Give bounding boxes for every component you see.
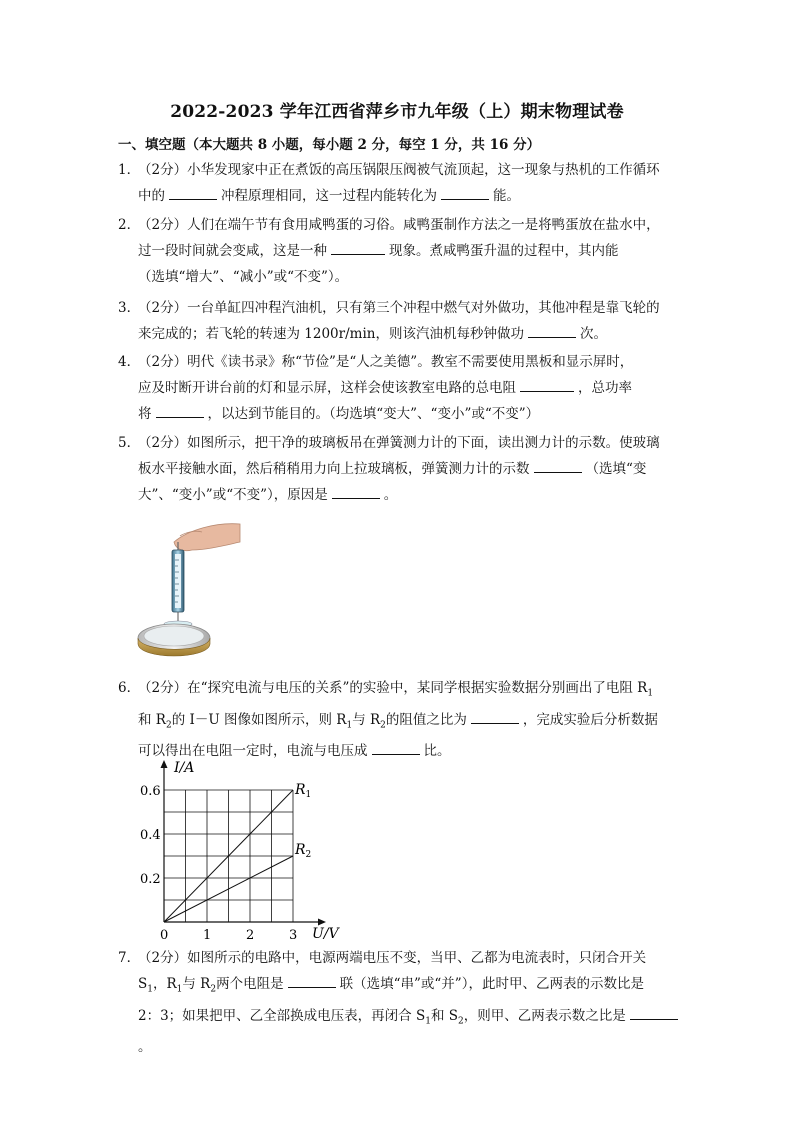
i-u-graph	[140, 758, 356, 943]
question-text: 的阻值之比为	[385, 711, 467, 728]
question-number: 4．	[118, 354, 141, 370]
subscript: 2	[380, 720, 386, 731]
subscript: 1	[647, 688, 654, 699]
question-number: 5．	[118, 435, 141, 451]
answer-blank[interactable]	[288, 973, 336, 988]
question-text: 和 R	[138, 711, 166, 728]
question-number: 2．	[118, 217, 141, 233]
x-tick-label: 2	[246, 928, 255, 943]
question-text: 明代《读书录》称“节俭”是“人之美德”。教室不需要使用黑板和显示屏时，	[187, 354, 634, 370]
question-text: 中的	[138, 188, 165, 204]
y-tick-label: 0.2	[140, 872, 161, 887]
question-text: 联（选填“串”或“并”），此时甲、乙两表的示数比是	[339, 976, 644, 992]
subscript: 1	[147, 984, 153, 995]
y-axis-arrow	[161, 760, 168, 768]
question-number: 6．	[118, 680, 141, 696]
question-5	[118, 430, 683, 508]
origin-label: 0	[160, 928, 169, 943]
question-text: 应及时断开讲台前的灯和显示屏，这样会使该教室电路的总电阻	[138, 380, 516, 396]
answer-blank[interactable]	[534, 458, 582, 473]
answer-blank[interactable]	[331, 240, 385, 255]
question-text: ，总功率	[578, 380, 632, 396]
question-points: （2分）	[138, 680, 188, 696]
question-text: （选填“变	[585, 461, 647, 477]
question-text: 一台单缸四冲程汽油机，只有第三个冲程中燃气对外做功，其他冲程是靠飞轮的	[187, 300, 660, 316]
question-points: （2分）	[138, 300, 188, 316]
y-tick-label: 0.4	[140, 828, 161, 843]
question-text: 可以得出在电阻一定时，电流与电压成	[138, 743, 368, 760]
question-points: （2分）	[138, 435, 188, 451]
spring-scale-figure	[136, 520, 240, 662]
question-text: 与 R	[352, 711, 381, 728]
answer-blank[interactable]	[528, 323, 576, 338]
section-heading: 一、填空题（本大题共 8 小题，每小题 2 分，每空 1 分，共 16 分）	[118, 137, 541, 153]
x-tick-label: 1	[203, 928, 212, 943]
question-text: 冲程原理相同，这一过程内能转化为	[221, 188, 437, 204]
answer-blank[interactable]	[332, 484, 380, 499]
question-text: 将	[138, 406, 152, 422]
answer-blank[interactable]	[169, 185, 217, 200]
question-text: 次。	[579, 326, 607, 342]
subscript: 1	[346, 720, 353, 731]
question-text: 如图所示的电路中，电源两端电压不变，当甲、乙都为电流表时，只闭合开关	[187, 950, 647, 966]
question-text: 大”、“变小”或“不变”），原因是	[138, 487, 328, 503]
question-text: （选填“增大”、“减小”或“不变”）。	[138, 269, 349, 285]
question-text: 板水平接触水面，然后稍稍用力向上拉玻璃板，弹簧测力计的示数	[138, 461, 530, 477]
answer-blank[interactable]	[630, 1005, 678, 1020]
subscript: 1	[176, 984, 183, 995]
hand-shape	[174, 524, 240, 551]
answer-blank[interactable]	[471, 709, 519, 724]
question-text: 。	[383, 487, 398, 503]
question-text: ，则甲、乙两表示数之比是	[463, 1007, 626, 1024]
question-text: 比。	[423, 743, 451, 760]
question-text: 小华发现家中正在煮饭的高压锅限压阀被气流顶起，这一现象与热机的工作循环	[187, 162, 660, 178]
question-text: 过一段时间就会变咸，这是一种	[138, 243, 327, 259]
x-tick-label: 3	[289, 928, 298, 943]
question-text: S	[138, 976, 148, 992]
answer-blank[interactable]	[441, 185, 489, 200]
question-points: （2分）	[138, 217, 188, 233]
question-points: （2分）	[138, 950, 188, 966]
series-label-r1: $R_1$	[295, 782, 312, 800]
question-text: 在“探究电流与电压的关系”的实验中，某同学根据实验数据分别画出了电阻 R	[187, 680, 648, 696]
question-text: ，以达到节能目的。（均选填“变大”、“变小”或“不变”）	[207, 406, 540, 422]
question-text: 来完成的；若飞轮的转速为 1200r/min，则该汽油机每秒钟做功	[138, 326, 524, 342]
question-points: （2分）	[138, 162, 188, 178]
y-axis-label: I/A	[174, 760, 195, 776]
series-label-r2: $R_2$	[295, 842, 312, 860]
question-text: 的 I－U 图像如图所示，则 R	[171, 711, 347, 728]
page-title: 2022-2023 学年江西省萍乡市九年级（上）期末物理试卷	[170, 102, 624, 122]
question-4	[118, 349, 683, 427]
question-text: 与 R	[182, 976, 211, 992]
x-axis-label: U/V	[312, 926, 339, 942]
question-text: ，R	[152, 976, 177, 992]
subscript: 2	[458, 1016, 464, 1027]
question-7	[118, 945, 683, 1060]
question-text: 2：3；如果把甲、乙全部换成电压表，再闭合 S	[138, 1007, 426, 1024]
question-text: 能。	[493, 188, 520, 204]
question-text: ，完成实验后分析数据	[522, 711, 658, 728]
question-number: 1．	[118, 162, 141, 178]
question-number: 7．	[118, 950, 141, 966]
question-6	[118, 675, 683, 764]
question-text: 如图所示，把干净的玻璃板吊在弹簧测力计的下面，读出测力计的示数。使玻璃	[187, 435, 660, 451]
answer-blank[interactable]	[372, 740, 420, 755]
subscript: 2	[165, 720, 172, 731]
x-axis-arrow	[318, 919, 326, 926]
answer-blank[interactable]	[520, 377, 574, 392]
subscript: 2	[210, 984, 217, 995]
question-3	[118, 295, 683, 347]
question-text: 现象。煮咸鸭蛋升温的过程中，其内能	[389, 243, 619, 259]
question-text: 和 S	[430, 1007, 458, 1024]
question-number: 3．	[118, 300, 141, 316]
question-text: 人们在端午节有食用咸鸭蛋的习俗。咸鸭蛋制作方法之一是将鸭蛋放在盐水中，	[187, 217, 660, 233]
question-points: （2分）	[138, 354, 188, 370]
subscript: 1	[425, 1016, 431, 1027]
y-tick-label: 0.6	[140, 784, 161, 799]
question-text: 。	[138, 1039, 152, 1056]
question-2	[118, 212, 683, 290]
question-1	[118, 157, 683, 209]
answer-blank[interactable]	[156, 403, 204, 418]
question-text: 两个电阻是	[216, 976, 284, 992]
